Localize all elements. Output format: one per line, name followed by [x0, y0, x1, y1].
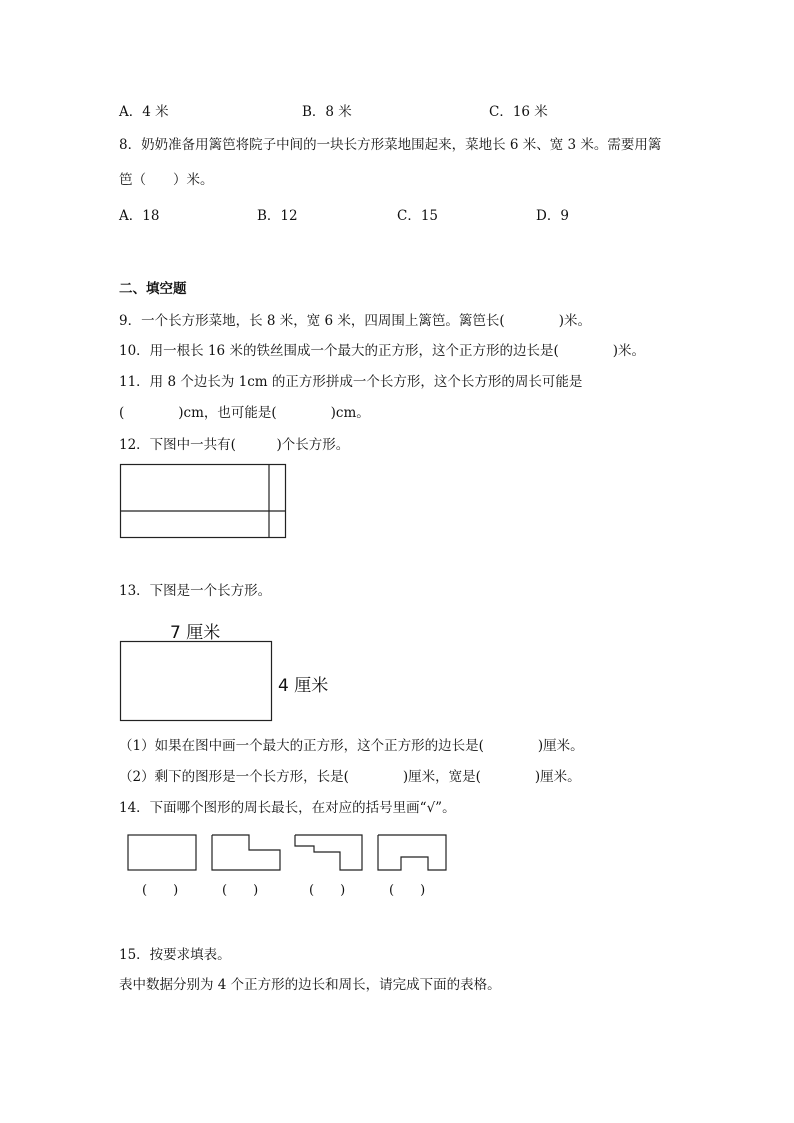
- q14-shape-3: [295, 835, 362, 870]
- q14-answer-1: ( ): [142, 883, 179, 898]
- q14-shapes-figure: [126, 832, 451, 874]
- q12-text: 12．下图中一共有( )个长方形。: [119, 437, 350, 453]
- q14-shape-4: [378, 835, 446, 870]
- q13-sub2: （2）剩下的图形是一个长方形，长是( )厘米，宽是( )厘米。: [119, 769, 581, 785]
- q14-answer-2: ( ): [222, 883, 259, 898]
- q14-shape-1: [128, 835, 196, 870]
- q8-stem-line2: 笆（ ）米。: [119, 172, 214, 188]
- q13-height-label: 4 厘米: [278, 676, 329, 696]
- q13-rectangle-figure: [119, 640, 275, 724]
- q8-option-a: A．18: [119, 208, 160, 224]
- q14-text: 14．下面哪个图形的周长最长，在对应的括号里画“√”。: [119, 800, 456, 816]
- q15-description: 表中数据分别为 4 个正方形的边长和周长，请完成下面的表格。: [119, 977, 501, 993]
- q14-answer-3: ( ): [309, 883, 346, 898]
- q14-answer-4: ( ): [389, 883, 426, 898]
- q13-text: 13．下图是一个长方形。: [119, 583, 272, 599]
- q8-option-b: B．12: [257, 208, 298, 224]
- q8-option-d: D．9: [536, 208, 569, 224]
- q7-option-c: C．16 米: [489, 104, 548, 120]
- q8-option-c: C．15: [397, 208, 439, 224]
- q14-shape-2: [212, 835, 280, 870]
- q7-option-b: B．8 米: [302, 104, 352, 120]
- q9-text: 9．一个长方形菜地，长 8 米，宽 6 米，四周围上篱笆。篱笆长( )米。: [119, 313, 591, 329]
- q10-text: 10．用一根长 16 米的铁丝围成一个最大的正方形，这个正方形的边长是( )米。: [119, 343, 645, 359]
- q13-width-label: 7 厘米: [170, 623, 221, 643]
- q15-text: 15．按要求填表。: [119, 947, 231, 963]
- q12-rectangle-figure: [119, 463, 289, 541]
- q13-sub1: （1）如果在图中画一个最大的正方形，这个正方形的边长是( )厘米。: [119, 738, 584, 754]
- q11-line2: ( )cm，也可能是( )cm。: [119, 405, 370, 421]
- section-heading: 二、填空题: [119, 281, 187, 297]
- q8-stem-line1: 8．奶奶准备用篱笆将院子中间的一块长方形菜地围起来，菜地长 6 米、宽 3 米。需要用篱: [119, 137, 662, 153]
- q7-option-a: A．4 米: [119, 104, 169, 120]
- q11-line1: 11．用 8 个边长为 1cm 的正方形拼成一个长方形，这个长方形的周长可能是: [119, 374, 583, 390]
